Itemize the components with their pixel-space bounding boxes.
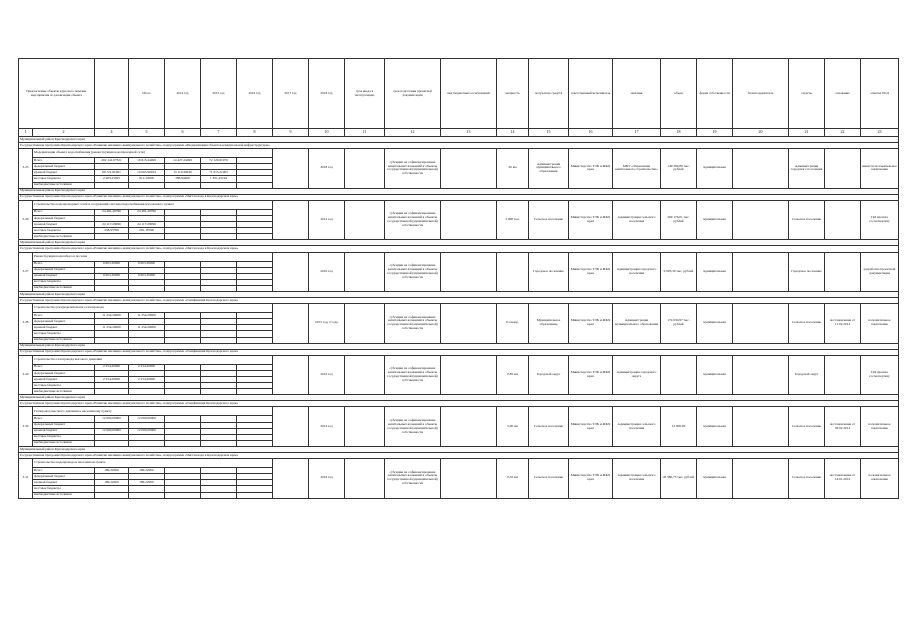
column-number: 2	[33, 129, 95, 137]
balance-holder: Сельское поселение	[789, 200, 825, 239]
funding-value: 2 254,20000	[95, 364, 129, 370]
col-header: вид бюджетных ассигнований	[441, 59, 497, 129]
funding-value: 202 141,07321	[95, 158, 129, 164]
responsible-executor: Министерство ТЭК и ЖКХ края	[569, 149, 613, 188]
responsible-executor: Министерство ТЭК и ЖКХ края	[569, 200, 613, 239]
table-cell	[441, 355, 497, 394]
commission-term: 2015 год, 2 года	[309, 304, 345, 343]
funding-source-label: краевой бюджет	[33, 273, 95, 279]
object-code: 3.25	[19, 149, 33, 188]
table-cell	[273, 407, 309, 446]
funding-value: 2 254,20000	[95, 377, 129, 383]
responsible-executor: Министерство ТЭК и ЖКХ края	[569, 459, 613, 498]
col-header: форма собственности	[697, 59, 733, 129]
col-header: срок подготовки проектной документации	[385, 59, 441, 129]
col-header: основание	[825, 59, 861, 129]
address-list-table	[18, 58, 899, 499]
funds-recipient: Сельское поселение	[529, 459, 569, 498]
funding-value: 1 301,45194	[201, 176, 237, 182]
column-number: 23	[861, 129, 899, 137]
table-cell	[345, 200, 385, 239]
psd-note: положительное заключение	[861, 459, 899, 498]
table-cell	[441, 252, 497, 291]
funding-source-label: краевой бюджет	[33, 480, 95, 486]
funding-source-label: внебюджетные источники	[33, 492, 95, 498]
funding-source-label: Всего	[33, 313, 95, 319]
table-cell	[345, 407, 385, 446]
funding-value: 24 117,29099	[129, 222, 165, 228]
capacity: 0,35 км	[497, 459, 529, 498]
psd-note: положительное заключение	[861, 407, 899, 446]
funding-value: 99 721,81091	[95, 170, 129, 176]
table-cell	[345, 459, 385, 498]
allocation-kind: субсидии на софинансирование капитальных вложений в объекты государственной (муниципальной) собственности	[385, 355, 441, 394]
funding-source-label: местные бюджеты	[33, 228, 95, 234]
funds-recipient: Муниципальное образование	[529, 304, 569, 343]
funding-value	[237, 492, 273, 498]
funding-value	[165, 492, 201, 498]
col-header: 2015 год	[201, 59, 237, 129]
funding-value: 72 129,61979	[201, 158, 237, 164]
col-header: балансодержатель	[733, 59, 789, 129]
object-name: Реконструкция водозабора в поселке	[33, 252, 273, 261]
volume: 12 000,00	[661, 407, 697, 446]
funding-value: 611,34566	[129, 176, 165, 182]
funds-recipient: Сельское поселение	[529, 407, 569, 446]
object-row	[19, 200, 899, 209]
col-header: получатель средств	[529, 59, 569, 129]
funding-value: 12 000,00000	[129, 416, 165, 422]
funding-value	[201, 492, 237, 498]
table-cell	[441, 407, 497, 446]
funds-recipient: Городское поселение	[529, 252, 569, 291]
column-number: 4	[95, 129, 129, 137]
col-header: отрасль	[789, 59, 825, 129]
col-header: Итого	[129, 59, 165, 129]
commission-term: 2014 год	[309, 407, 345, 446]
col-header: срок ввода в эксплуатацию	[345, 59, 385, 129]
funding-value: 24 117,29099	[95, 222, 129, 228]
funding-source-label: Всего	[33, 364, 95, 370]
volume: 149 284,89 тыс. рублей	[661, 149, 697, 188]
col-header: отметка ПСД	[861, 59, 899, 129]
column-number: 18	[661, 129, 697, 137]
object-code: 3.28	[19, 304, 33, 343]
object-code: 3.30	[19, 407, 33, 446]
funding-source-label: краевой бюджет	[33, 170, 95, 176]
funding-value: 71 613,21905	[201, 170, 237, 176]
funding-source-label: внебюджетные источники	[33, 337, 95, 343]
table-cell	[345, 355, 385, 394]
basis	[825, 149, 861, 188]
col-header: 2018 год	[309, 59, 345, 129]
funding-source-label: местные бюджеты	[33, 383, 95, 389]
section-title: Муниципальный район Краснодарского края	[19, 395, 899, 401]
funding-value: 281,18796	[129, 228, 165, 234]
section-title: Муниципальный район Краснодарского края	[19, 137, 899, 143]
psd-note: разработка проектной документации	[861, 252, 899, 291]
funding-value: 24 481,29796	[129, 209, 165, 215]
funding-value: 13 110,40930	[165, 170, 201, 176]
table-cell	[345, 304, 385, 343]
object-row	[19, 149, 899, 158]
funding-source-label: внебюджетные источники	[33, 285, 95, 291]
funding-source-label: Всего	[33, 416, 95, 422]
funding-source-label: внебюджетные источники	[33, 440, 95, 446]
funding-source-label: местные бюджеты	[33, 486, 95, 492]
object-name: Строительство водопроводных сетей и сооружений системы водоснабжения населенного пункта	[33, 200, 273, 209]
commission-term: 2016 год	[309, 355, 345, 394]
funding-value: 2 254,20000	[129, 364, 165, 370]
table-cell	[441, 304, 497, 343]
object-row	[19, 355, 899, 364]
funding-source-label: Всего	[33, 468, 95, 474]
funding-value: 9 603,30000	[95, 273, 129, 279]
section-title: Муниципальный район Краснодарского края	[19, 291, 899, 297]
column-number: 11	[345, 129, 385, 137]
ownership-form: муниципальная	[697, 252, 733, 291]
funding-value: 9 603,30000	[129, 261, 165, 267]
basis	[825, 355, 861, 394]
funding-source-label: местные бюджеты	[33, 434, 95, 440]
col-header: 2017 год	[273, 59, 309, 129]
funding-source-label: федеральный бюджет	[33, 215, 95, 221]
col-header: мощность	[497, 59, 529, 129]
funding-value: 11 254,20000	[95, 313, 129, 319]
funding-value: 189,22000	[129, 468, 165, 474]
balance-holder: Городской округ	[789, 355, 825, 394]
basis: постановление от 14.01.2014	[825, 459, 861, 498]
balance-holder: Городское поселение	[789, 252, 825, 291]
table-cell	[273, 252, 309, 291]
commission-term: 2016 год	[309, 252, 345, 291]
col-header: 2014 год	[165, 59, 201, 129]
volume: 260 176,01 тыс. рублей	[661, 200, 697, 239]
funding-source-label: федеральный бюджет	[33, 422, 95, 428]
funding-source-label: Всего	[33, 158, 95, 164]
customer: Администрация муниципального образования	[613, 304, 661, 343]
column-number: 14	[497, 129, 529, 137]
customer: Администрация городского поселения	[613, 252, 661, 291]
table-cell	[733, 304, 789, 343]
allocation-kind: субсидии на софинансирование капитальных вложений в объекты государственной (муниципальной) собственности	[385, 252, 441, 291]
commission-term: 2016 год	[309, 459, 345, 498]
section-title: Муниципальный район Краснодарского края	[19, 446, 899, 452]
column-number: 15	[529, 129, 569, 137]
customer: Администрация городского округа	[613, 355, 661, 394]
funds-recipient: Городской округ	[529, 355, 569, 394]
table-cell	[733, 407, 789, 446]
table-cell	[345, 149, 385, 188]
table-cell	[441, 459, 497, 498]
funding-source-label: федеральный бюджет	[33, 164, 95, 170]
object-code: 3.31	[19, 459, 33, 498]
object-row	[19, 304, 899, 313]
table-cell	[273, 304, 309, 343]
funding-source-label: краевой бюджет	[33, 428, 95, 434]
funds-recipient: Администрация муниципального образования	[529, 149, 569, 188]
column-number: 21	[789, 129, 825, 137]
column-number-row	[19, 129, 899, 137]
funding-value: 10 615,24499	[129, 158, 165, 164]
funding-value: 189,22000	[129, 480, 165, 486]
program-title: Государственная программа Краснодарского края «Развитие жилищно-коммунального хозяйства», подпрограмма «Чистая вода в Краснодарском крае»	[19, 194, 899, 200]
basis: постановление от 11.02.2014	[825, 304, 861, 343]
column-number: 9	[273, 129, 309, 137]
funding-value: 258,93796	[95, 228, 129, 234]
header-row	[19, 59, 899, 129]
basis	[825, 200, 861, 239]
funding-value: 386,94266	[165, 176, 201, 182]
funding-value: 2 254,20000	[129, 377, 165, 383]
object-code: 3.27	[19, 252, 33, 291]
funding-value: 24 481,29796	[95, 209, 129, 215]
column-number: 13	[441, 129, 497, 137]
funding-source-label: краевой бюджет	[33, 377, 95, 383]
funding-value: 11 254,20000	[129, 313, 165, 319]
funding-source-label: федеральный бюджет	[33, 474, 95, 480]
object-row	[19, 459, 899, 468]
customer: МКУ «Управление капитального строительства»	[613, 149, 661, 188]
program-title: Государственная программа Краснодарского края «Развитие жилищно-коммунального хозяйства», подпрограмма «Чистая вода в Краснодарском крае»	[19, 453, 899, 459]
col-header: объем	[661, 59, 697, 129]
funds-recipient: Сельское поселение	[529, 200, 569, 239]
table-cell	[273, 355, 309, 394]
commission-term: 2018 год	[309, 149, 345, 188]
table-cell	[273, 200, 309, 239]
section-title: Муниципальный район Краснодарского края	[19, 343, 899, 349]
table-cell	[733, 149, 789, 188]
allocation-kind: субсидии на софинансирование капитальных вложений в объекты государственной (муниципальной) собственности	[385, 407, 441, 446]
ownership-form: муниципальная	[697, 459, 733, 498]
allocation-kind: субсидии на софинансирование капитальных вложений в объекты государственной (муниципальной) собственности	[385, 459, 441, 498]
column-number: 7	[201, 129, 237, 137]
table-cell	[441, 200, 497, 239]
column-number: 10	[309, 129, 345, 137]
object-row	[19, 252, 899, 261]
funding-value	[129, 492, 165, 498]
ownership-form: муниципальная	[697, 200, 733, 239]
object-name: Строительство газопровода высокого давления	[33, 355, 273, 364]
object-name: Газопровод высокого давления к населенному пункту	[33, 407, 273, 416]
funding-value: 9 603,30000	[129, 273, 165, 279]
balance-holder: Сельское поселение	[789, 407, 825, 446]
col-header	[95, 59, 129, 129]
psd-note: положительное заключение	[861, 304, 899, 343]
funding-value	[95, 492, 129, 498]
col-header: 2016 год	[237, 59, 273, 129]
program-title: Государственная программа Краснодарского края «Развитие жилищно-коммунального хозяйства», подпрограмма «Газификация Краснодарского края»	[19, 349, 899, 355]
column-number: 16	[569, 129, 613, 137]
object-code: 3.29	[19, 355, 33, 394]
column-number: 1	[19, 129, 33, 137]
object-name: Строительство распределительного газопровода	[33, 304, 273, 313]
section-title: Муниципальный район Краснодарского края	[19, 240, 899, 246]
table-cell	[345, 252, 385, 291]
funding-source-label: федеральный бюджет	[33, 267, 95, 273]
funding-value: 12 000,00000	[129, 428, 165, 434]
table-cell	[733, 459, 789, 498]
funding-source-label: внебюджетные источники	[33, 234, 95, 240]
table-cell	[733, 252, 789, 291]
table-cell	[733, 200, 789, 239]
volume: 42 380,75 тыс. рублей	[661, 459, 697, 498]
responsible-executor: Министерство ТЭК и ЖКХ края	[569, 252, 613, 291]
col-header: Предлагаемые объекты адресного перечня, мероприятия по реализации объекта	[19, 59, 95, 129]
funding-source-label: внебюджетные источники	[33, 182, 95, 188]
program-title: Государственная программа Краснодарского края «Развитие жилищно-коммунального хозяйства», подпрограмма «Чистая вода в Краснодарском крае»	[19, 246, 899, 252]
funding-value: 14 427,24499	[165, 158, 201, 164]
column-number: 12	[385, 129, 441, 137]
volume: 174 030,97 тыс. рублей	[661, 304, 697, 343]
capacity: 0,85 км	[497, 355, 529, 394]
column-number: 8	[237, 129, 273, 137]
responsible-executor: Министерство ТЭК и ЖКХ края	[569, 355, 613, 394]
col-header: заказчик	[613, 59, 661, 129]
column-number: 19	[697, 129, 733, 137]
column-number: 22	[825, 129, 861, 137]
customer: Администрация сельского поселения	[613, 407, 661, 446]
program-title: Государственная программа Краснодарского края «Развитие жилищно-коммунального хозяйства», подпрограмма «Газификация Краснодарского края»	[19, 298, 899, 304]
object-name: Модернизация объекта водоснабжения (реконструкция водопроводной сети)	[33, 149, 273, 158]
funding-source-label: местные бюджеты	[33, 176, 95, 182]
allocation-kind: субсидии на софинансирование капитальных вложений в объекты государственной (муниципальной) собственности	[385, 149, 441, 188]
ownership-form: муниципальная	[697, 304, 733, 343]
balance-holder: Администрация городского поселения	[789, 149, 825, 188]
capacity: 3 000 п.м.	[497, 200, 529, 239]
customer: Администрация сельского поселения	[613, 200, 661, 239]
table-cell	[273, 459, 309, 498]
table-body	[19, 137, 899, 499]
column-number: 20	[733, 129, 789, 137]
capacity: 5,90 км	[497, 407, 529, 446]
commission-term: 2014 год	[309, 200, 345, 239]
column-number: 17	[613, 129, 661, 137]
funding-source-label: краевой бюджет	[33, 325, 95, 331]
psd-note: ПД прошла госэкспертизу	[861, 200, 899, 239]
allocation-kind: субсидии на софинансирование капитальных вложений в объекты государственной (муниципальной) собственности	[385, 200, 441, 239]
table-cell	[733, 355, 789, 394]
funding-value: 9 603,30000	[95, 261, 129, 267]
funding-source-label: внебюджетные источники	[33, 389, 95, 395]
ownership-form: муниципальная	[697, 407, 733, 446]
funding-source-label: федеральный бюджет	[33, 319, 95, 325]
responsible-executor: Министерство ТЭК и ЖКХ края	[569, 407, 613, 446]
psd-note: имеется положительное заключение	[861, 149, 899, 188]
table-cell	[273, 149, 309, 188]
volume: 9 603,30 тыс. рублей	[661, 252, 697, 291]
balance-holder: Сельское поселение	[789, 304, 825, 343]
funding-source-label: Всего	[33, 261, 95, 267]
funding-value: 10 003,90934	[129, 170, 165, 176]
funding-source-label: местные бюджеты	[33, 279, 95, 285]
capacity: 6 газопр.	[497, 304, 529, 343]
volume	[661, 355, 697, 394]
funding-value: 11 254,20000	[129, 325, 165, 331]
program-title: Государственная программа Краснодарского края «Развитие жилищно-коммунального хозяйства», подпрограмма «Модернизация объектов коммунальной инфраструктуры»	[19, 143, 899, 149]
ownership-form: муниципальная	[697, 149, 733, 188]
column-number: 6	[165, 129, 201, 137]
funding-value: 189,22000	[95, 468, 129, 474]
psd-note: ПД прошла госэкспертизу	[861, 355, 899, 394]
funding-source-label: федеральный бюджет	[33, 370, 95, 376]
section-title: Муниципальный район Краснодарского края	[19, 188, 899, 194]
capacity	[497, 252, 529, 291]
program-title: Государственная программа Краснодарского края «Развитие жилищно-коммунального хозяйства», подпрограмма «Газификация Краснодарского края»	[19, 401, 899, 407]
funding-value: 2 483,25025	[95, 176, 129, 182]
funding-value: 11 254,20000	[95, 325, 129, 331]
funding-value: 12 000,00000	[95, 416, 129, 422]
funding-source-label: Всего	[33, 209, 95, 215]
col-header: ответственный исполнитель	[569, 59, 613, 129]
balance-holder: Сельское поселение	[789, 459, 825, 498]
table-cell	[441, 149, 497, 188]
funding-source-label: краевой бюджет	[33, 222, 95, 228]
funding-value: 12 000,00000	[95, 428, 129, 434]
object-row	[19, 407, 899, 416]
responsible-executor: Министерство ТЭК и ЖКХ края	[569, 304, 613, 343]
column-number: 5	[129, 129, 165, 137]
allocation-kind: субсидии на софинансирование капитальных вложений в объекты государственной (муниципальной) собственности	[385, 304, 441, 343]
ownership-form: муниципальная	[697, 355, 733, 394]
customer: Администрация сельского поселения	[613, 459, 661, 498]
capacity: 20 км	[497, 149, 529, 188]
funding-source-label: местные бюджеты	[33, 331, 95, 337]
object-code: 3.26	[19, 200, 33, 239]
object-name: Строительство водопровода в населенном пункте	[33, 459, 273, 468]
funding-value: 189,22000	[95, 480, 129, 486]
basis	[825, 252, 861, 291]
basis: постановление от 03.02.2014	[825, 407, 861, 446]
